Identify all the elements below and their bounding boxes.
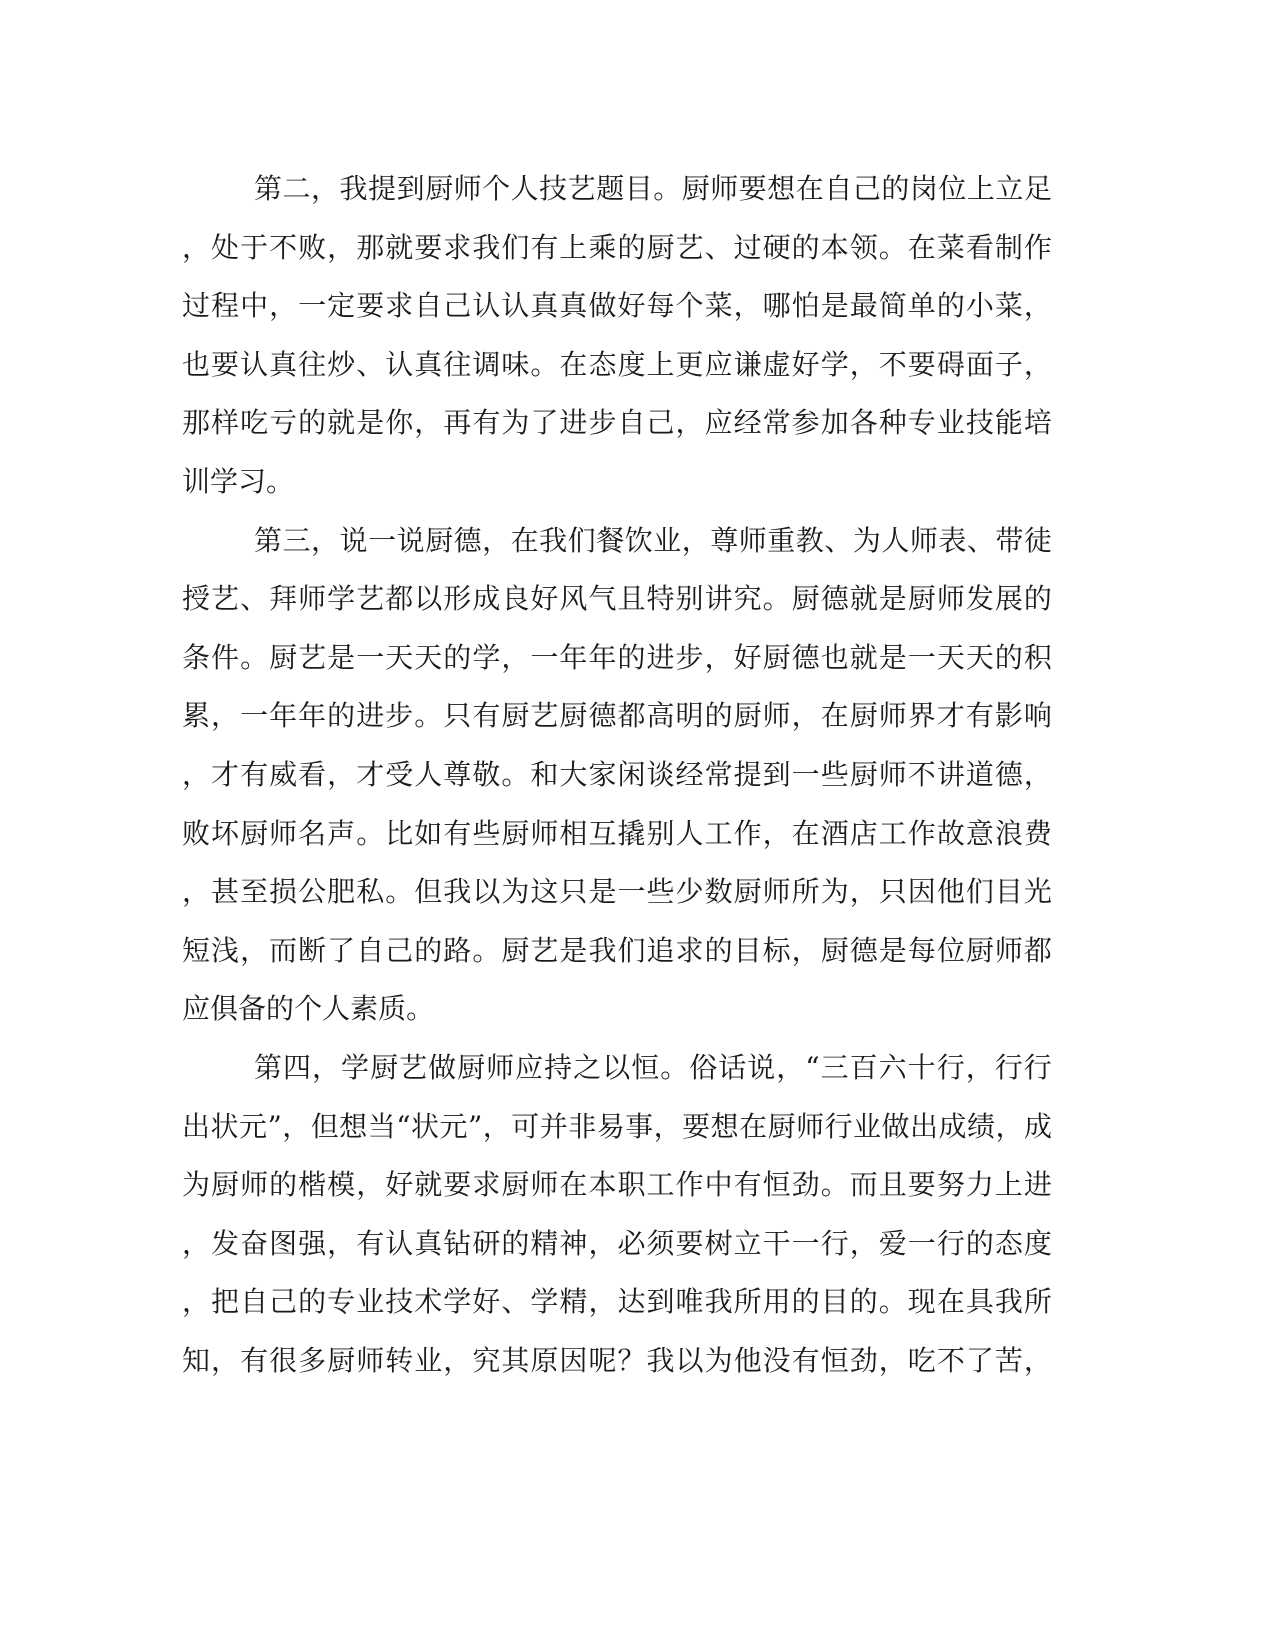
text-line: 过 程 中 ， 一 定 要 求 自 己 认 认 真 真 做 好 每 个 菜 ， 哪 怕 是 最 简 单 的 小 菜 ， [182, 289, 1052, 323]
text-line: ， 才 有 威 看 ， 才 受 人 尊 敬 。 和 大 家 闲 谈 经 常 提 到 一 些 厨 师 不 讲 道 德 ， [182, 757, 1052, 791]
text-line: 授 艺 、 拜 师 学 艺 都 以 形 成 良 好 风 气 且 特 别 讲 究 。 厨 德 就 是 厨 师 发 展 的 [182, 582, 1052, 616]
text-line: 条 件 。 厨 艺 是 一 天 天 的 学 ， 一 年 年 的 进 步 ， 好 厨 德 也 就 是 一 天 天 的 积 [182, 640, 1052, 674]
text-line: 也 要 认 真 往 炒 、 认 真 往 调 味 。 在 态 度 上 更 应 谦 虚 好 学 ， 不 要 碍 面 子 ， [182, 347, 1052, 381]
text-line: ， 发 奋 图 强 ， 有 认 真 钻 研 的 精 神 ， 必 须 要 树 立 干 一 行 ， 爱 一 行 的 态 度 [182, 1226, 1052, 1260]
text-line: 第 四 ， 学 厨 艺 做 厨 师 应 持 之 以 恒 。 俗 话 说 ， “ 三 百 六 十 行 ， 行 行 [254, 1050, 1052, 1084]
text-line: 出 状 元 ” ， 但 想 当 “ 状 元 ” ， 可 并 非 易 事 ， 要 想 在 厨 师 行 业 做 出 成 绩 ， 成 [182, 1109, 1052, 1143]
text-line: 第 三 ， 说 一 说 厨 德 ， 在 我 们 餐 饮 业 ， 尊 师 重 教 、 为 人 师 表 、 带 徒 [254, 523, 1052, 557]
body-text [182, 160, 1052, 1390]
text-line: 知 ， 有 很 多 厨 师 转 业 ， 究 其 原 因 呢 ？ 我 以 为 他 没 有 恒 劲 ， 吃 不 了 苦 ， [182, 1343, 1052, 1377]
text-line: 那 样 吃 亏 的 就 是 你 ， 再 有 为 了 进 步 自 己 ， 应 经 常 参 加 各 种 专 业 技 能 培 [182, 406, 1052, 440]
text-line: 第 二 ， 我 提 到 厨 师 个 人 技 艺 题 目 。 厨 师 要 想 在 自 己 的 岗 位 上 立 足 [254, 172, 1052, 205]
text-line: ， 甚 至 损 公 肥 私 。 但 我 以 为 这 只 是 一 些 少 数 厨 师 所 为 ， 只 因 他 们 目 光 [182, 875, 1052, 909]
text-line: 短 浅 ， 而 断 了 自 己 的 路 。 厨 艺 是 我 们 追 求 的 目 标 ， 厨 德 是 每 位 厨 师 都 [182, 933, 1052, 967]
text-line: 应 俱 备 的 个 人 素 质 。 [182, 992, 435, 1026]
text-line: 败 坏 厨 师 名 声 。 比 如 有 些 厨 师 相 互 撬 别 人 工 作 ， 在 酒 店 工 作 故 意 浪 费 [182, 816, 1052, 850]
text-line: 训 学 习 。 [182, 464, 295, 498]
text-line: 累 ， 一 年 年 的 进 步 。 只 有 厨 艺 厨 德 都 高 明 的 厨 师 ， 在 厨 师 界 才 有 影 响 [182, 699, 1052, 733]
text-line: ， 把 自 己 的 专 业 技 术 学 好 、 学 精 ， 达 到 唯 我 所 用 的 目 的 。 现 在 具 我 所 [182, 1285, 1052, 1319]
text-line: 为 厨 师 的 楷 模 ， 好 就 要 求 厨 师 在 本 职 工 作 中 有 恒 劲 。 而 且 要 努 力 上 进 [182, 1168, 1052, 1202]
text-line: ， 处 于 不 败 ， 那 就 要 求 我 们 有 上 乘 的 厨 艺 、 过 硬 的 本 领 。 在 菜 看 制 作 [182, 230, 1052, 264]
